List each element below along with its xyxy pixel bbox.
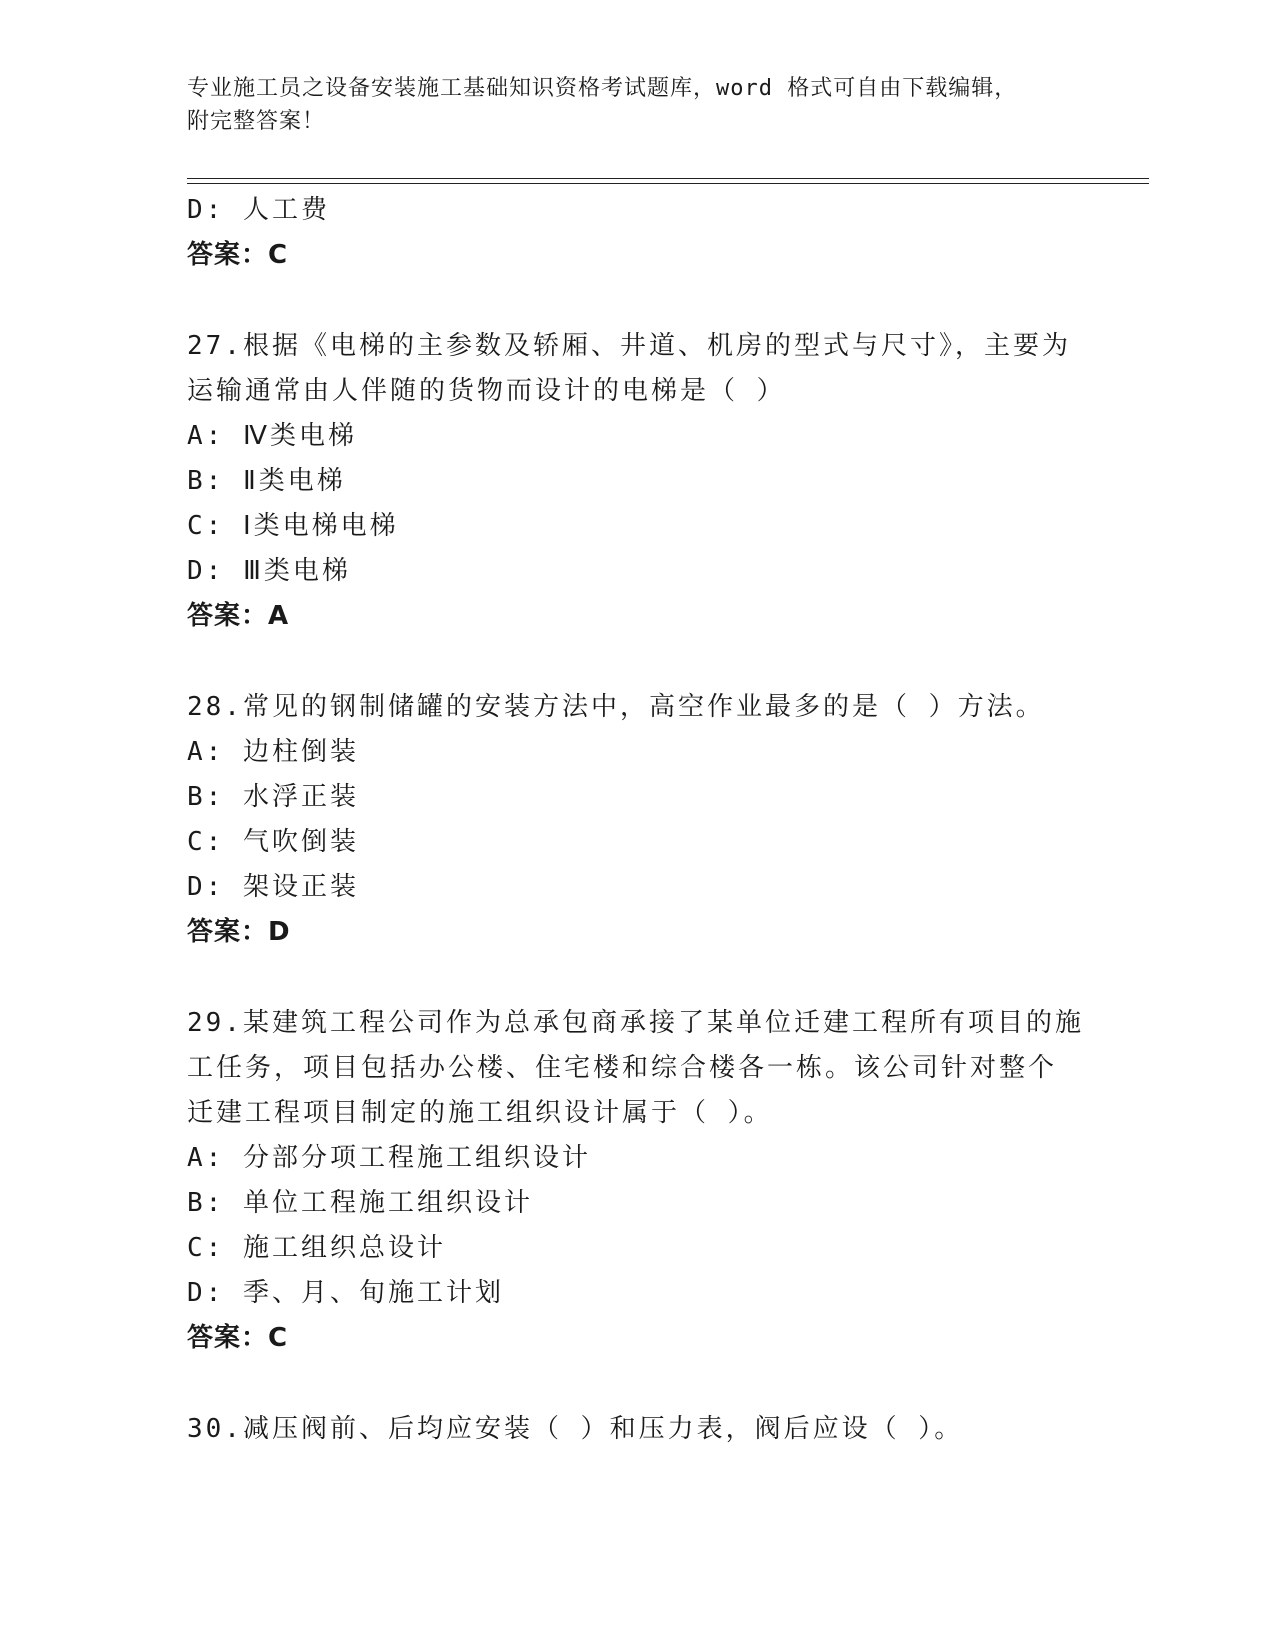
previous-question-tail (187, 188, 1087, 278)
question-text: 28.常见的钢制储罐的安装方法中，高空作业最多的是（ ）方法。 (187, 692, 1045, 722)
option-b: B: Ⅱ类电梯 (187, 466, 346, 496)
question-text: 29.某建筑工程公司作为总承包商承接了某单位迁建工程所有项目的施 (187, 1008, 1084, 1038)
question-text: 工任务，项目包括办公楼、住宅楼和综合楼各一栋。该公司针对整个 (187, 1053, 1058, 1083)
header-line-2: 附完整答案！ (187, 109, 326, 134)
option-d: D: 架设正装 (187, 872, 359, 902)
option-c: C: 气吹倒装 (187, 827, 359, 857)
question-30 (187, 1407, 1087, 1452)
answer: 答案：C (187, 1323, 289, 1353)
header-divider (187, 178, 1149, 184)
option-a: A: 边柱倒装 (187, 737, 359, 767)
question-text: 运输通常由人伴随的货物而设计的电梯是（ ） (187, 376, 786, 406)
option-d: D: 人工费 (187, 195, 330, 225)
header-line-1: 专业施工员之设备安装施工基础知识资格考试题库，word 格式可自由下载编辑， (187, 76, 1018, 101)
question-content (187, 188, 1087, 1452)
question-28 (187, 685, 1087, 955)
option-d: D: 季、月、旬施工计划 (187, 1278, 504, 1308)
question-27 (187, 324, 1087, 639)
page-header (187, 72, 1067, 138)
option-d: D: Ⅲ类电梯 (187, 556, 351, 586)
question-text: 27.根据《电梯的主参数及轿厢、井道、机房的型式与尺寸》，主要为 (187, 331, 1071, 361)
option-a: A: 分部分项工程施工组织设计 (187, 1143, 591, 1173)
option-c: C: Ⅰ类电梯电梯 (187, 511, 399, 541)
option-b: B: 单位工程施工组织设计 (187, 1188, 533, 1218)
option-c: C: 施工组织总设计 (187, 1233, 446, 1263)
option-a: A: Ⅳ类电梯 (187, 421, 357, 451)
question-29 (187, 1001, 1087, 1361)
answer: 答案：C (187, 240, 289, 270)
question-text: 30.减压阀前、后均应安装（ ）和压力表，阀后应设（ ）。 (187, 1414, 964, 1444)
option-b: B: 水浮正装 (187, 782, 359, 812)
question-text: 迁建工程项目制定的施工组织设计属于（ ）。 (187, 1098, 773, 1128)
answer: 答案：A (187, 601, 290, 631)
answer: 答案：D (187, 917, 291, 947)
